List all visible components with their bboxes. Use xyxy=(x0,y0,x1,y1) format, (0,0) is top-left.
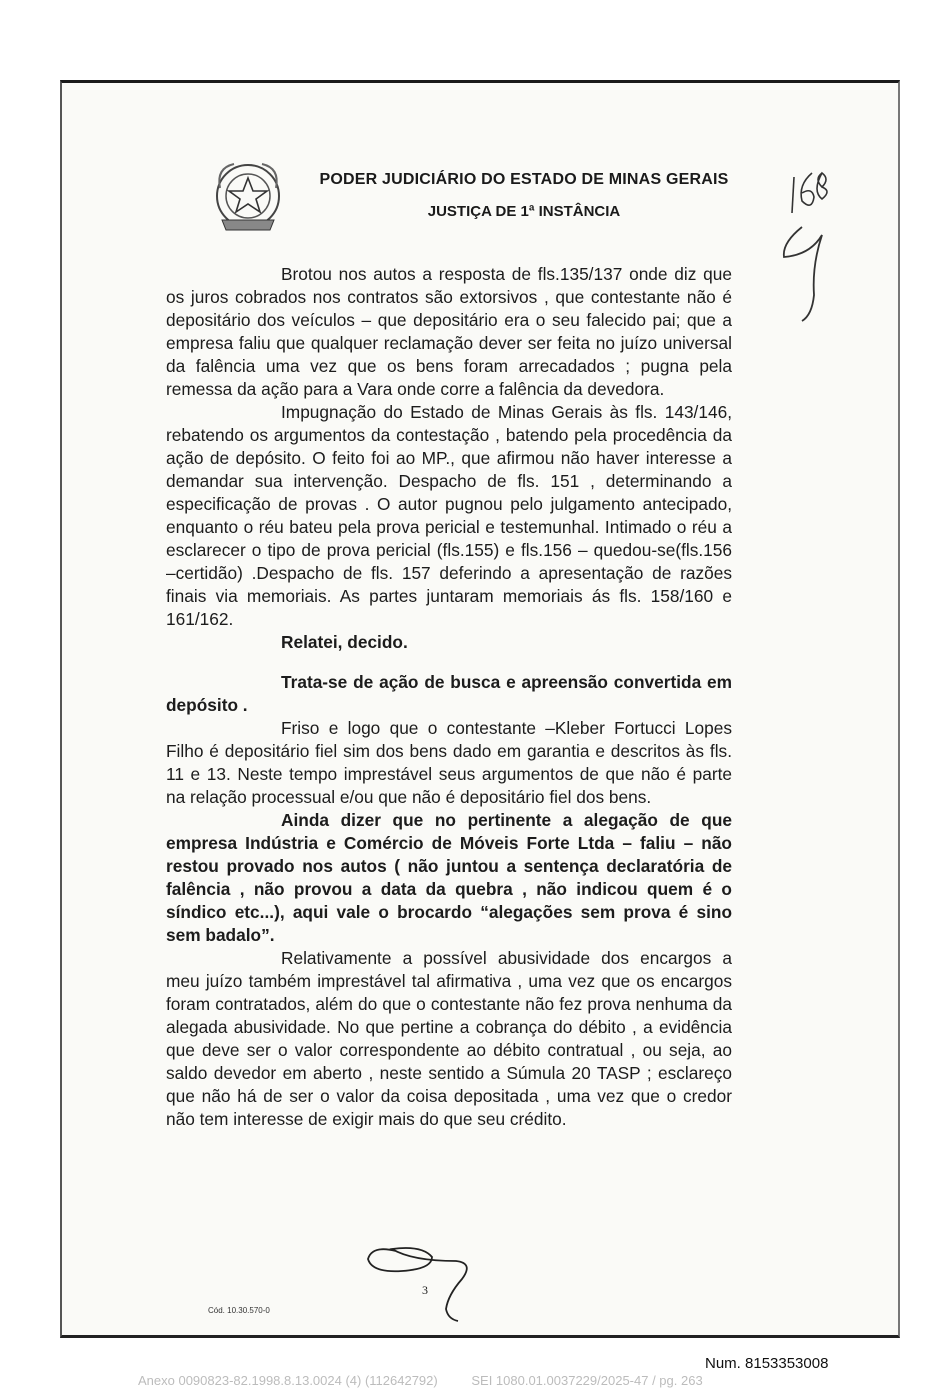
scanned-page xyxy=(60,80,900,1338)
handwritten-folio-mark xyxy=(762,165,842,325)
annex-process-reference: Anexo 0090823-82.1998.8.13.0024 (4) (112642792) xyxy=(138,1373,438,1388)
annex-footer xyxy=(138,1373,733,1388)
judge-signature xyxy=(362,1231,492,1323)
paragraph-depositary: Friso e logo que o contestante –Kleber Fortucci Lopes Filho é depositário fiel sim dos bens dado em garantia e descritos às fls. 11 e 13. Neste tempo imprestável seus argumentos de que não é parte na relação processual e/ou que não é depositário fiel dos bens. xyxy=(166,718,732,807)
form-code: Cód. 10.30.570-0 xyxy=(208,1306,270,1315)
document-number-stamp: Num. 8153353008 xyxy=(705,1355,829,1372)
page-number: 3 xyxy=(422,1283,428,1297)
paragraph-impugnation: Impugnação do Estado de Minas Gerais às fls. 143/146, rebatendo os argumentos da contestação , batendo pela procedência da ação de depósito. O feito foi ao MP., que afirmou não haver interesse a demandar sua intervenção. Despacho de fls. 151 , determinando a especificação de provas . O autor pugnou pelo julgamento antecipado, enquanto o réu bateu pela prova pericial e testemunhal. Intimado o réu a esclarecer o tipo de prova pericial (fls.155) e fls.156 – quedou-se(fls.156 –certidão) .Despacho de fls. 157 deferindo a apresentação de razões finais via memoriais. As partes juntaram memoriais ás fls. 158/160 e 161/162. xyxy=(166,402,732,629)
paragraph-bankruptcy: Ainda dizer que no pertinente a alegação de que empresa Indústria e Comércio de Móveis Forte Ltda – faliu – não restou provado nos autos ( não juntou a sentença declaratória de falência , não provou a data da quebra , não indicou quem é o síndico etc...), aqui vale o brocardo “alegações sem prova é sino sem badalo”. xyxy=(166,810,732,945)
instance-header: JUSTIÇA DE 1ª INSTÂNCIA xyxy=(427,203,621,220)
state-seal-icon xyxy=(212,158,284,238)
paragraph-relatei: Relatei, decido. xyxy=(281,632,408,652)
decision-body xyxy=(166,263,732,1131)
paragraph-abusiveness: Relativamente a possível abusividade dos encargos a meu juízo também imprestável tal afirmativa , uma vez que os encargos foram contratados, além do que o contestante não fez prova nenhuma da alegada abusividade. No que pertine a cobrança do débito , a evidência que deve ser o valor correspondente ao débito contratual , ou seja, ao saldo devedor em aberto , neste sentido a Súmula 20 TASP ; esclareço que não há de ser o valor da coisa depositada , uma vez que o credor não tem interesse de exigir mais do que seu crédito. xyxy=(166,948,732,1129)
court-name-header: PODER JUDICIÁRIO DO ESTADO DE MINAS GERAIS xyxy=(319,171,729,188)
paragraph-action-type: Trata-se de ação de busca e apreensão convertida em depósito . xyxy=(166,672,732,715)
paragraph-response: Brotou nos autos a resposta de fls.135/137 onde diz que os juros cobrados nos contratos são extorsivos , que contestante não é depositário dos veículos – que depositário era o seu falecido pai; que a empresa faliu que qualquer reclamação dever ser feita no juízo universal da falência uma vez que os bens foram arrecadados ; pugna pela remessa da ação para a Vara onde corre a falência da devedora. xyxy=(166,264,732,399)
annex-sei-reference: SEI 1080.01.0037229/2025-47 / pg. 263 xyxy=(471,1373,703,1388)
